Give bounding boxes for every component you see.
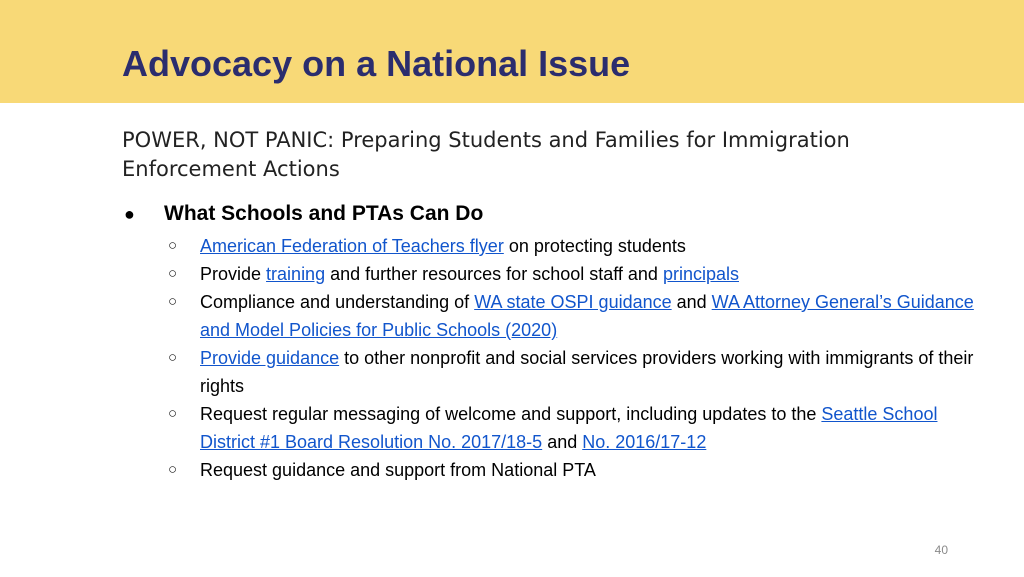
list-item-text — [200, 456, 984, 484]
list-item-text — [200, 260, 984, 288]
training-link[interactable]: training — [266, 264, 326, 284]
aft-flyer-link[interactable]: American Federation of Teachers flyer — [200, 236, 504, 256]
list-item-text — [200, 288, 984, 344]
list-item-text — [200, 344, 984, 400]
provide-guidance-link[interactable]: Provide guidance — [200, 348, 340, 368]
list-item — [168, 232, 984, 260]
list-item-text-segment: and further resources for school staff and — [325, 264, 663, 284]
bullet-dot-icon: ● — [124, 204, 135, 224]
list-item-text-segment: to other nonprofit and social services providers working with immigrants of their rights — [200, 348, 974, 396]
list-item — [168, 400, 984, 456]
hollow-bullet-icon: ○ — [168, 349, 178, 366]
main-bullet-text: What Schools and PTAs Can Do — [164, 202, 484, 225]
hollow-bullet-icon: ○ — [168, 293, 178, 310]
hollow-bullet-icon: ○ — [168, 461, 178, 478]
list-item-text-segment: on protecting students — [503, 236, 686, 256]
slide-title: Advocacy on a National Issue — [122, 43, 631, 84]
main-bullet — [124, 198, 984, 230]
slide-subtitle: POWER, NOT PANIC: Preparing Students and Families for Immigration Enforcement Actions — [122, 128, 850, 181]
board-resolution-2016-17-12-link[interactable]: No. 2016/17-12 — [582, 432, 707, 452]
list-item — [168, 260, 984, 288]
bullet-list — [124, 198, 984, 484]
ospi-guidance-link[interactable]: WA state OSPI guidance — [474, 292, 672, 312]
list-item — [168, 344, 984, 400]
sub-bullet-list — [168, 232, 984, 484]
list-item — [168, 288, 984, 344]
list-item-text — [200, 400, 984, 456]
list-item-text-segment: Provide — [200, 264, 267, 284]
list-item-text-segment: and — [542, 432, 583, 452]
page-number: 40 — [934, 543, 948, 557]
list-item — [168, 456, 984, 484]
list-item-text-segment: Request guidance and support from National PTA — [200, 460, 596, 480]
list-item-text — [200, 232, 984, 260]
board-resolution-2017-18-5-link[interactable]: Seattle School District #1 Board Resolution No. 2017/18-5 — [200, 404, 938, 452]
list-item-text-segment: Compliance and understanding of — [200, 292, 475, 312]
hollow-bullet-icon: ○ — [168, 265, 178, 282]
list-item-text-segment: Request regular messaging of welcome and support, including updates to the — [200, 404, 822, 424]
list-item-text-segment: and — [671, 292, 712, 312]
hollow-bullet-icon: ○ — [168, 405, 178, 422]
hollow-bullet-icon: ○ — [168, 237, 178, 254]
principals-link[interactable]: principals — [662, 264, 739, 284]
wa-attorney-general-guidance-link[interactable]: WA Attorney General’s Guidance and Model Policies for Public Schools (2020) — [200, 292, 974, 340]
